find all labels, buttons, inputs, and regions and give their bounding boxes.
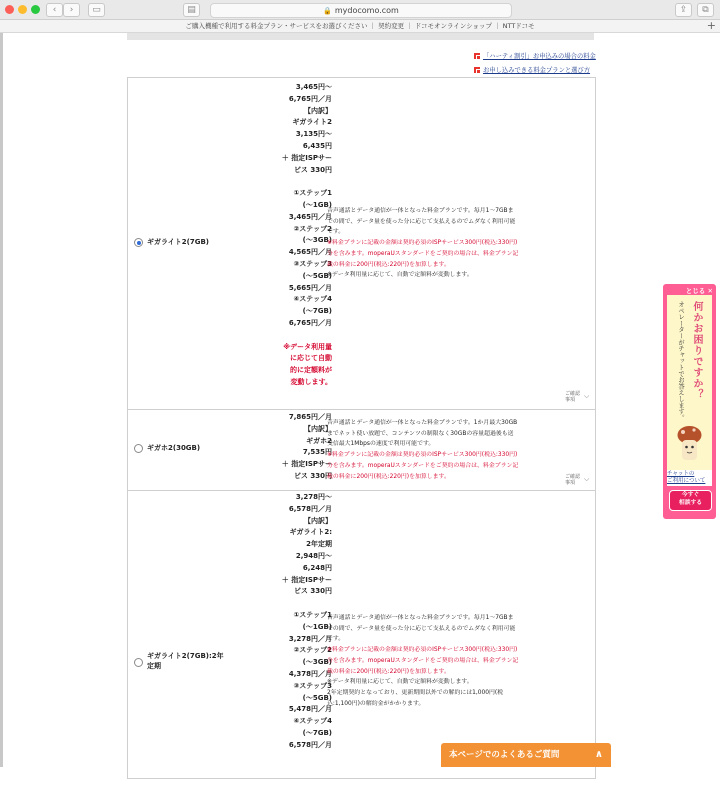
chevron-up-icon: ∧: [594, 749, 603, 760]
description-line: 込:1,100円)の解約金がかかります。: [327, 700, 425, 707]
forward-button[interactable]: ›: [63, 3, 80, 17]
description-line: ※データ利用量に応じて、自動で定額料が変動します。: [327, 272, 473, 279]
price-line: ③ステップ3: [293, 681, 332, 690]
price-line: 【内訳】: [304, 516, 332, 525]
new-tab-button[interactable]: +: [706, 19, 716, 32]
description-line: ※料金プランに記載の金額は契約必須のISPサービス300円(税込:330円): [327, 452, 518, 459]
plan-description: [327, 206, 567, 281]
close-window-icon[interactable]: [5, 5, 14, 14]
price-line: 3,465円～: [295, 83, 332, 91]
chat-panel-body: [667, 295, 712, 472]
price-line: (～7GB): [302, 728, 332, 737]
price-note-line: に応じて自動: [290, 354, 332, 363]
browser-toolbar: [0, 0, 720, 20]
price-note-line: 的に定額料が: [290, 366, 332, 375]
zoom-window-icon[interactable]: [31, 5, 40, 14]
chat-subline: オペレーターがチャットでお答えします。: [677, 301, 684, 421]
price-line: [242, 176, 332, 188]
price-note-line: 変動します。: [290, 377, 332, 386]
description-line: までネット使い放題で、コンテンツの制限なく30GBの容量超過後も送: [327, 430, 514, 437]
share-icon[interactable]: ⇪: [675, 3, 692, 17]
section-top-band: [127, 33, 594, 40]
price-line: ①ステップ1: [293, 610, 332, 619]
price-line: ギガライト2:: [289, 528, 332, 537]
price-line: ギガホ2: [306, 436, 332, 445]
confirm-details-label: ご確認 事項: [565, 391, 581, 403]
price-line: (～7GB): [302, 307, 332, 316]
price-line: (～3GB): [302, 236, 332, 245]
chevron-down-icon: ⌵: [584, 392, 590, 400]
price-line: 3,465円／月: [288, 212, 332, 221]
price-line: ③ステップ3: [293, 259, 332, 268]
description-line: 受信最大1Mbpsの速度で利用可能です。: [327, 441, 435, 448]
plan-row-gigalite2[interactable]: [128, 78, 595, 410]
tab-title[interactable]: ご購入機種で利用する料金プラン・サービスをお選びください ｜ 契約変更 ｜ ドコモオンラインショップ ｜ NTTドコモ: [0, 20, 720, 33]
price-line: (～5GB): [302, 693, 332, 702]
description-line: ※データ利用量に応じて、自動で定額料が変動します。: [327, 679, 473, 686]
plan-price: [242, 82, 332, 389]
external-link-icon: [474, 67, 480, 73]
external-link-icon: [474, 53, 480, 59]
description-line: 音声通話とデータ通信が一体となった料金プランです。毎月1～7GBま: [327, 615, 514, 621]
price-line: 2年定期: [306, 540, 332, 549]
mascot-icon: [677, 425, 702, 463]
price-line: (～3GB): [302, 658, 332, 667]
description-line: ※料金プランに記載の金額は契約必須のISPサービス300円(税込:330円): [327, 240, 518, 247]
price-line: 7,535円: [302, 448, 332, 457]
reader-icon[interactable]: ▤: [183, 3, 200, 17]
price-line: ＋ 指定ISPサー: [281, 460, 332, 469]
plan-guide-link[interactable]: お申し込みできる料金プランと選び方: [474, 65, 590, 74]
price-line: ②ステップ2: [293, 224, 332, 233]
price-line: [242, 330, 332, 342]
back-button[interactable]: ‹: [46, 3, 63, 17]
price-line: 5,665円／月: [288, 283, 332, 292]
price-line: ＋ 指定ISPサー: [281, 575, 332, 584]
plan-name: ギガホ2(30GB): [147, 444, 201, 452]
plan-price: [242, 492, 332, 752]
price-line: 4,378円／月: [288, 669, 332, 678]
price-line: (～5GB): [302, 271, 332, 280]
plan-description: [327, 418, 567, 482]
price-line: 2,948円～: [295, 551, 332, 560]
chat-usage-link[interactable]: チャットの ご利用について: [667, 470, 712, 486]
price-line: 6,578円／月: [288, 504, 332, 513]
price-line: ビス 330円: [293, 471, 332, 480]
price-line: ①ステップ1: [293, 189, 332, 198]
sidebar-icon[interactable]: ▭: [88, 3, 105, 17]
faq-bar-button[interactable]: [441, 743, 611, 767]
price-line: 5,478円／月: [288, 705, 332, 714]
description-line: 分を含みます。moperaUスタンダードをご契約の場合は、料金プラン記: [327, 657, 519, 664]
chat-headline: 何かお困りですか？: [691, 301, 702, 400]
price-line: (～1GB): [302, 622, 332, 631]
plan-radio-gigaho2[interactable]: [134, 444, 143, 453]
description-line: での間で、データ量を使った分に応じて支払えるのでムダなく利用可能: [327, 625, 516, 632]
plan-description: [327, 613, 567, 709]
price-line: 6,765円／月: [288, 94, 332, 103]
description-line: です。: [327, 229, 345, 236]
plan-price: [242, 412, 332, 483]
price-line: 3,135円～: [295, 130, 332, 139]
price-line: 3,278円／月: [288, 634, 332, 643]
plan-name: ギガライト2(7GB): [147, 238, 210, 246]
price-line: ②ステップ2: [293, 646, 332, 655]
plan-name: ギガライト2(7GB):2年 定期: [147, 652, 224, 670]
plan-table: [127, 77, 596, 779]
price-line: 【内訳】: [304, 106, 332, 115]
price-line: 6,578円／月: [288, 740, 332, 749]
price-line: 6,435円: [302, 141, 332, 150]
price-line: ④ステップ4: [293, 295, 332, 304]
description-line: です。: [327, 636, 345, 643]
chat-support-panel: [663, 284, 716, 519]
price-line: ビス 330円: [293, 165, 332, 174]
close-panel-button[interactable]: とじる ✕: [685, 287, 713, 295]
url-text: mydocomo.com: [334, 6, 399, 15]
confirm-details-toggle[interactable]: [565, 391, 593, 403]
description-line: 載の料金に200円(税込:220円)を加算します。: [327, 668, 450, 675]
description-line: 載の料金に200円(税込:220円)を加算します。: [327, 473, 450, 480]
price-line: [242, 598, 332, 610]
price-line: 7,865円／月: [288, 413, 332, 421]
price-line: ④ステップ4: [293, 717, 332, 726]
description-line: 載の料金に200円(税込:220円)を加算します。: [327, 261, 450, 268]
plan-radio-gigalite2-2year[interactable]: [134, 658, 143, 667]
description-line: 音声通話とデータ通信が一体となった料金プランです。1か月最大30GB: [327, 420, 518, 426]
price-line: 【内訳】: [304, 424, 332, 433]
price-line: (～1GB): [302, 200, 332, 209]
lock-icon: 🔒: [323, 7, 332, 15]
price-note-line: ※データ利用量: [283, 342, 332, 351]
plan-row-gigaho2[interactable]: [128, 410, 595, 491]
price-line: ＋ 指定ISPサー: [281, 153, 332, 162]
description-line: 分を含みます。moperaUスタンダードをご契約の場合は、料金プラン記: [327, 462, 519, 469]
price-line: ギガライト2: [292, 118, 332, 127]
tabs-overview-icon[interactable]: ⧉: [697, 3, 714, 17]
price-line: 6,765円／月: [288, 318, 332, 327]
confirm-details-label: ご確認 事項: [565, 474, 581, 486]
description-line: 音声通話とデータ通信が一体となった料金プランです。毎月1～7GBま: [327, 208, 514, 214]
price-line: ビス 330円: [293, 587, 332, 596]
address-bar[interactable]: [210, 3, 512, 18]
description-line: ※料金プランに記載の金額は契約必須のISPサービス300円(税込:330円): [327, 647, 518, 654]
description-line: 2年定期契約となっており、更新期間以外での解約には1,000円(税: [327, 689, 504, 696]
chevron-down-icon: ⌵: [584, 475, 590, 483]
hearty-discount-link[interactable]: 「ハーティ割引」お申込みの場合の料金: [474, 51, 596, 60]
price-line: 3,278円～: [295, 493, 332, 501]
consult-now-button[interactable]: 今すぐ 相談する: [669, 490, 712, 511]
faq-label: 本ページでのよくあるご質問: [449, 750, 560, 760]
left-edge: [0, 33, 3, 767]
minimize-window-icon[interactable]: [18, 5, 27, 14]
price-line: 4,565円／月: [288, 248, 332, 257]
description-line: 分を含みます。moperaUスタンダードをご契約の場合は、料金プラン記: [327, 250, 519, 257]
confirm-details-toggle[interactable]: [565, 474, 593, 486]
plan-radio-gigalite2[interactable]: [134, 238, 143, 247]
price-line: 6,248円: [302, 563, 332, 572]
description-line: での間で、データ量を使った分に応じて支払えるのでムダなく利用可能: [327, 218, 516, 225]
